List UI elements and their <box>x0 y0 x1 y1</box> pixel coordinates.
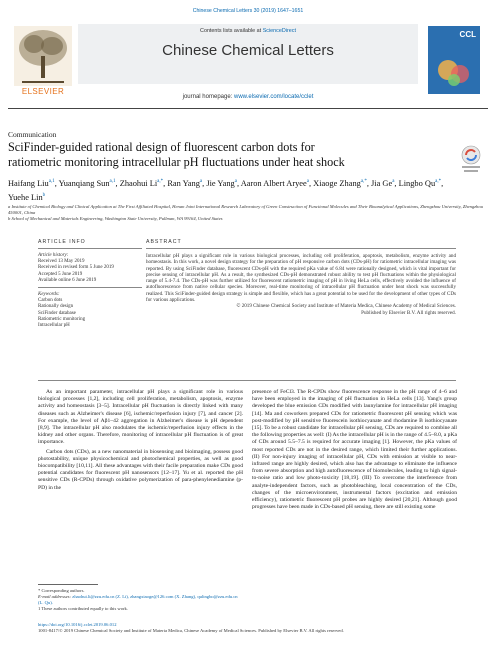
author-separator: , <box>236 178 241 188</box>
body-paragraph: Carbon dots (CDs), as a new nanomaterial in biosensing and bioimaging, possess good photostability, unique physicochemical and photochemical properties, as well as good biocompatibility [10,11]. All these advantages with their facile preparation make CDs good potential candidates for fluorescent pH nanosensors [12–17]. Yu et al. reported the pH sensitive CDs (R-CPDs) through oxidative polymerization of para-phenylenediamine (p-PD) in the <box>38 448 243 491</box>
author-name: Lingbo Qu <box>398 178 436 188</box>
journal-reference: Chinese Chemical Letters 30 (2019) 1647–1651 <box>192 8 304 14</box>
abstract-rule <box>146 248 456 249</box>
homepage-prefix: journal homepage: <box>182 94 233 100</box>
title-line-2: ratiometric monitoring intracellular pH fluctuations under heat shock <box>8 155 345 169</box>
article-info <box>38 239 142 329</box>
author-separator: , <box>54 178 59 188</box>
keywords-rule <box>38 287 142 288</box>
email-label: E-mail addresses: <box>38 594 72 599</box>
tree-logo-icon <box>14 26 72 86</box>
footnote-rule <box>38 584 98 585</box>
article-info-rule <box>38 248 142 249</box>
author-name: Xiaoge Zhang <box>313 178 361 188</box>
abstract <box>146 239 456 316</box>
keyword: Intracellular pH <box>38 323 70 329</box>
article-type: Communication <box>8 130 57 139</box>
author-name: Zhaohui Li <box>119 178 158 188</box>
author-separator: , <box>394 178 399 188</box>
abstract-heading: ABSTRACT <box>146 239 182 245</box>
equal-contribution-note: 1 These authors contributed equally to this work. <box>38 606 128 611</box>
author-separator: , <box>163 178 168 188</box>
author-name: Jia Ge <box>371 178 393 188</box>
keyword: Ratiometric monitoring <box>38 316 86 322</box>
author-name: Aaron Albert Aryee <box>240 178 307 188</box>
affiliation-b: b School of Mechanical and Materials Engineering, Washington State University, Pullman, WA 99164, United States <box>8 216 223 222</box>
author-affiliation-mark[interactable]: a <box>306 179 309 184</box>
doi-block <box>38 622 458 634</box>
abstract-text: Intracellular pH plays a significant role in various biological processes, including cell proliferation, apoptosis, metabolism, enzyme activity and homeostasis. In this work, a novel design strategy for the preparation of pH responsive carbon dots (CDs-pH) for ratiometric intracellular imaging was reported. By using SciFinder database, fluorescent CDs-pH with the required pKa value of 6.84 were rationally designed, which is vital important for precise sensing of intracellular pH. As a result, the synthesized CDs-pH demonstrated robust ability to test pH fluctuations within the physiological range of 5.4-7.4. The CDs-pH was further utilized for fluorescent ratiometric imaging of pH in living HeLa cells, effectively avoided the influence of autofluorescence from native cellular species. Moreover, real-time monitoring of intracellular pH fluctuation under heat shock was successfully realized. This SciFinder-guided design strategy is simple and flexible, which has a great potential to be used for the development of other types of CDs for various applications. <box>146 253 456 304</box>
author-name: Yuehe Lin <box>8 192 43 202</box>
cover-label: CCL <box>459 30 476 39</box>
author-affiliation-mark[interactable]: a,* <box>435 179 442 184</box>
history-label: Article history: <box>38 253 69 258</box>
check-for-updates-icon <box>458 144 484 174</box>
keyword: Carbon dots <box>38 298 63 304</box>
author-separator: , <box>308 178 314 188</box>
author-separator: , <box>441 178 444 188</box>
author-affiliation-mark[interactable]: b <box>42 192 46 198</box>
history-item: Available online 6 June 2019 <box>38 277 97 283</box>
body-right-column <box>252 389 457 513</box>
affiliations <box>8 204 488 223</box>
history-item: Received 13 May 2019 <box>38 259 85 265</box>
homepage-line <box>78 94 418 100</box>
copyright-line-2: Published by Elsevier B.V. All rights reserved. <box>361 309 456 316</box>
email-addresses[interactable]: zhaohui.li@zzu.edu.cn (Z. Li), zhangxiaoge@126.com (X. Zhang), qulingbo@zzu.edu.cn (L. Qu). <box>38 594 238 605</box>
title-line-1: SciFinder-guided rational design of fluorescent carbon dots for <box>8 140 315 154</box>
author-separator: , <box>202 178 207 188</box>
copyright <box>146 303 456 316</box>
issn-line: 1001-8417/© 2019 Chinese Chemical Society and Institute of Materia Medica, Chinese Academy of Medical Sciences. Published by Elsevier B.V. All rights reserved. <box>38 628 344 633</box>
author-name: Ran Yang <box>167 178 200 188</box>
history-item: Accepted 5 June 2019 <box>38 271 83 277</box>
header-rule <box>8 108 488 109</box>
article-title <box>8 140 418 170</box>
author-name: Yuanqiang Sun <box>58 178 110 188</box>
body-paragraph: As an important parameter, intracellular pH plays a significant role in various biological processes [1,2], including cell proliferation, metabolism, apoptosis, enzyme activity and homeostasis [3–5]. Intracellular pH fluctuation is directly linked with many diseases such as Alzheimer's disease [6], ischemic/reperfusion injury [7], and cancer [2]. For example, the level of Aβ1–42 aggregation in Alzheimer's disease is pH dependent [8,9]. The intracellular pH also modulates the ischemic/reperfusion injury effects in the kidney and other organs. Therefore, monitoring of intracellular pH fluctuation is of great importance. <box>38 389 243 446</box>
keyword: Rationally design <box>38 304 74 310</box>
elsevier-logo <box>14 26 72 96</box>
body-left-column <box>38 389 243 494</box>
sciencedirect-link[interactable]: ScienceDirect <box>262 28 296 34</box>
keyword: SciFinder database <box>38 310 76 316</box>
homepage-link[interactable]: www.elsevier.com/locate/cclet <box>234 94 314 100</box>
check-for-updates-badge[interactable] <box>458 144 484 174</box>
journal-title: Chinese Chemical Letters <box>162 42 334 59</box>
author-separator: , <box>115 178 120 188</box>
author-affiliation-mark[interactable]: a,* <box>157 179 164 184</box>
affiliation-a: a Institute of Chemical Biology and Clinical Application at The First Affiliated Hospital, Henan Joint International Research Laboratory of Green Construction of Functional Molecules and Their Bioanalytical Applications, Zhengzhou University, Zhengzhou 450001, China <box>8 204 483 216</box>
author-list <box>8 176 448 204</box>
author-affiliation-mark[interactable]: a,* <box>360 179 367 184</box>
author-name: Haifang Liu <box>8 178 49 188</box>
copyright-line-1: © 2019 Chinese Chemical Society and Institute of Materia Medica, Chinese Academy of Medical Sciences. <box>236 303 456 310</box>
article-info-heading: ARTICLE INFO <box>38 239 86 245</box>
author-affiliation-mark[interactable]: a,1 <box>48 179 55 184</box>
author-affiliation-mark[interactable]: a <box>392 179 395 184</box>
author-name: Jie Yang <box>206 178 235 188</box>
author-separator: , <box>366 178 372 188</box>
author-affiliation-mark[interactable]: a <box>234 179 237 184</box>
abstract-bottom-rule <box>38 380 456 381</box>
doi-link[interactable]: https://doi.org/10.1016/j.cclet.2019.06.012 <box>38 622 117 627</box>
author-affiliation-mark[interactable]: a,1 <box>109 179 116 184</box>
journal-cover-thumbnail <box>428 26 480 94</box>
email-note <box>38 594 243 606</box>
contents-prefix: Contents lists available at <box>200 28 262 34</box>
body-paragraph: presence of FeCl3. The R-CPDs show fluorescence response in the pH range of 4–6 and have been employed in the imaging of pH fluctuation in HeLa cells [13]. Yang's group developed the blue emission CDs modified with launylamine for intracellular pH imaging [14]. Ma and coworkers prepared CDs for ratiometric fluorescent pH sensing which was post-modified by pH sensitive fluorescein isothiocyanate and rhodamine B isothiocyanate [15]. To be a robust candidate for intracellular pH sensing, CDs are required to combine all the following properties as well: (I) As the intracellular pH is in the range of 4.5–8.0, a pKa of CDs around 5.5–7.5 is required for accurate imaging [1]. However, the pKa values of most reported CDs are not in the desired range, which limited their further applications. (II) For non-injury imaging of intracellular pH, CDs with emission at visible to near-infrared range are highly desired, which also has the advantage to eliminate the influence from severe absorption and high autofluorescence of biomolecules, leading to high signal-to-noise ratio and low photo-toxicity [18,19]. (III) To overcome the interference from analyte-independent factors, such as photobleaching, local concentration of the CDs, changes of the microenvironment, instrumental factors (excitation and emission efficiency), ratiometric fluorescent pH probes are highly desired [20,21]. Although good progresses have been made in CDs-based pH sensing, there are still existing some <box>252 389 457 511</box>
corresponding-note: * Corresponding authors. <box>38 588 85 593</box>
cover-art-icon <box>434 56 474 88</box>
journal-banner <box>78 24 418 84</box>
history-item: Received in revised form 5 June 2019 <box>38 265 114 271</box>
contents-line <box>78 28 418 34</box>
elsevier-wordmark: ELSEVIER <box>21 87 65 96</box>
author-affiliation-mark[interactable]: a <box>199 179 203 184</box>
footnotes <box>38 588 243 612</box>
journal-header <box>8 24 488 106</box>
keywords-label: Keywords: <box>38 292 60 298</box>
